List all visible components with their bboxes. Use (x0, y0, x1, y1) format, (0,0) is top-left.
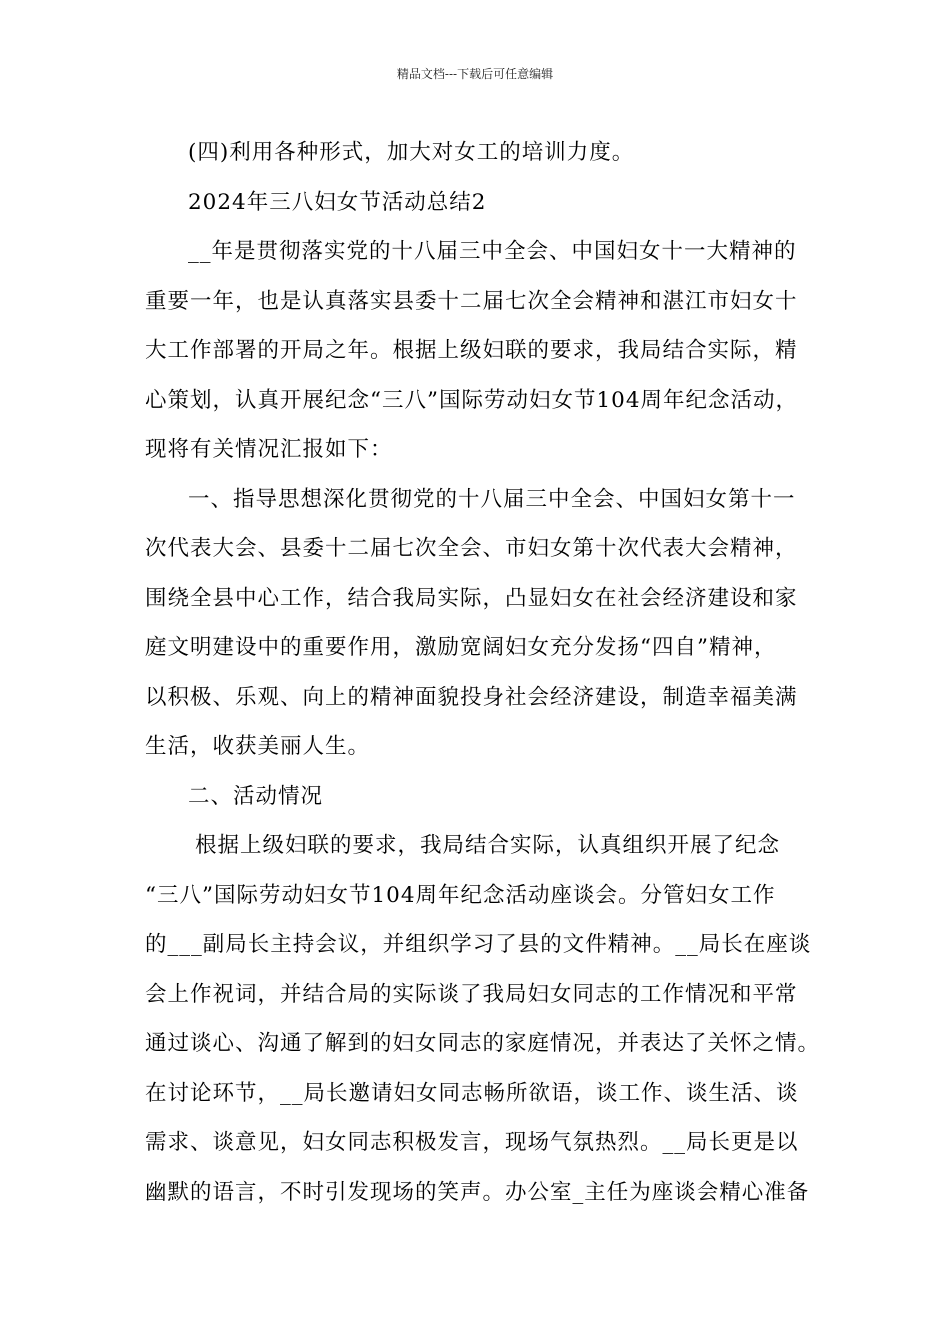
paragraph-line: 的___副局长主持会议，并组织学习了县的文件精神。__局长在座谈 (145, 932, 812, 957)
paragraph-line: 庭文明建设中的重要作用，激励宽阔妇女充分发扬“四自”精神， (145, 635, 777, 660)
paragraph-line: __年是贯彻落实党的十八届三中全会、中国妇女十一大精神的 (188, 239, 797, 264)
paragraph-line: (四)利用各种形式，加大对女工的培训力度。 (188, 140, 635, 165)
paragraph-line: 心策划，认真开展纪念“三八”国际劳动妇女节104周年纪念活动， (145, 387, 799, 413)
paragraph-line: 围绕全县中心工作，结合我局实际，凸显妇女在社会经济建设和家 (145, 585, 798, 611)
paragraph-line: 通过谈心、沟通了解到的妇女同志的家庭情况，并表达了关怀之情。 (145, 1031, 821, 1056)
paragraph-line: 幽默的语言，不时引发现场的笑声。办公室_主任为座谈会精心准备 (145, 1179, 810, 1205)
paragraph-line: 在讨论环节，__局长邀请妇女同志畅所欲语，谈工作、谈生活、谈 (145, 1080, 799, 1106)
document-body (145, 128, 821, 1217)
paragraph-line: 以积极、乐观、向上的精神面貌投身社会经济建设，制造幸福美满 (145, 684, 798, 710)
paragraph-line: 次代表大会、县委十二届七次全会、市妇女第十次代表大会精神， (145, 536, 798, 561)
paragraph-line: 生活，收获美丽人生。 (145, 734, 371, 759)
paragraph-line: 一、指导思想深化贯彻党的十八届三中全会、中国妇女第十一 (188, 486, 796, 512)
paragraph-line: “三八”国际劳动妇女节104周年纪念活动座谈会。分管妇女工作 (145, 882, 776, 908)
page-header: 精品文档---下载后可任意编辑 (396, 67, 554, 81)
paragraph-line: 重要一年，也是认真落实县委十二届七次全会精神和湛江市妇女十 (145, 288, 798, 314)
paragraph-line: 需求、谈意见，妇女同志积极发言，现场气氛热烈。__局长更是以 (145, 1130, 799, 1155)
section-heading: 二、活动情况 (188, 783, 324, 809)
paragraph-line: 现将有关情况汇报如下： (145, 437, 393, 462)
paragraph-line: 会上作祝词，并结合局的实际谈了我局妇女同志的工作情况和平常 (145, 981, 798, 1007)
paragraph-line: 根据上级妇联的要求，我局结合实际，认真组织开展了纪念 (195, 833, 781, 858)
paragraph-line: 大工作部署的开局之年。根据上级妇联的要求，我局结合实际，精 (145, 338, 798, 363)
section-title: 2024年三八妇女节活动总结2 (188, 189, 487, 215)
